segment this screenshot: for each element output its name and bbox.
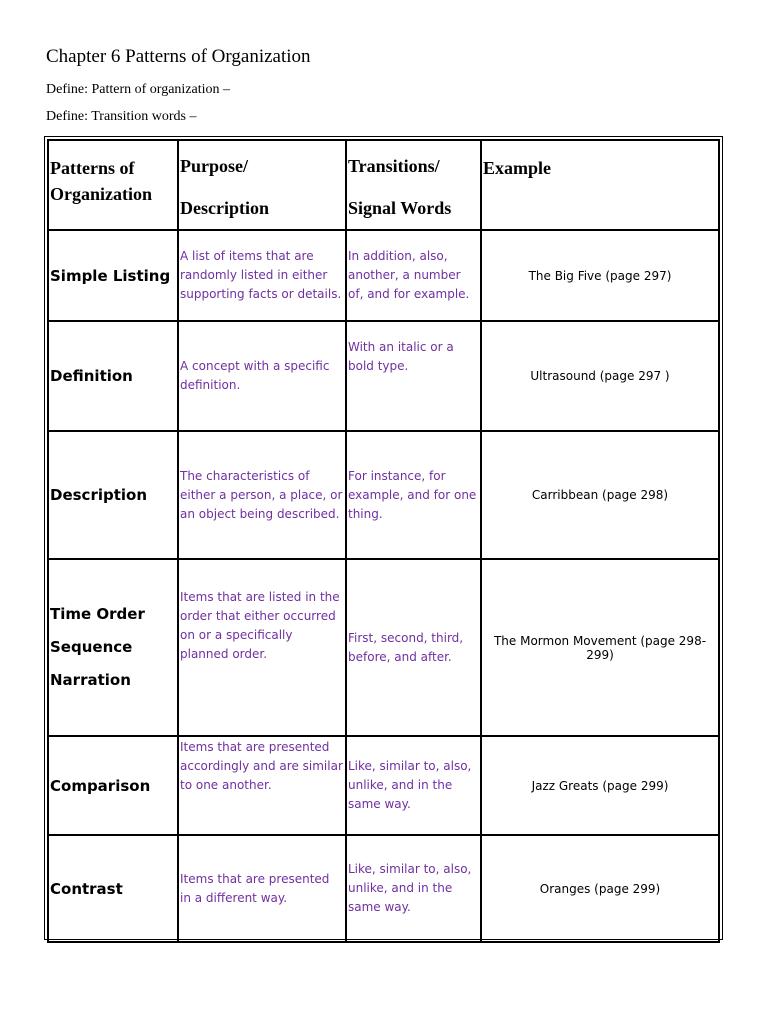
purpose-cell bbox=[178, 559, 346, 736]
pattern-cell bbox=[48, 559, 178, 736]
purpose-cell: The characteristics of either a person, a place, or an object being described. bbox=[178, 431, 346, 559]
transitions-cell: For instance, for example, and for one thing. bbox=[346, 431, 481, 559]
table-row bbox=[48, 736, 719, 835]
table-row bbox=[48, 559, 719, 736]
transitions-cell: Like, similar to, also, unlike, and in the same way. bbox=[346, 736, 481, 835]
purpose-cell: A concept with a specific definition. bbox=[178, 321, 346, 431]
pattern-line: Sequence bbox=[50, 638, 133, 656]
transitions-cell: With an italic or a bold type. bbox=[346, 321, 481, 431]
define-pattern-label: Define: Pattern of organization – bbox=[46, 82, 231, 97]
transitions-cell: Like, similar to, also, unlike, and in the same way. bbox=[346, 835, 481, 942]
example-cell: The Big Five (page 297) bbox=[481, 230, 719, 321]
table-row bbox=[48, 321, 719, 431]
patterns-table-frame bbox=[44, 136, 723, 940]
example-cell: Ultrasound (page 297 ) bbox=[481, 321, 719, 431]
pattern-cell: Comparison bbox=[48, 736, 178, 835]
purpose-cell: Items that are presented in a different way. bbox=[178, 835, 346, 942]
pattern-cell: Simple Listing bbox=[48, 230, 178, 321]
header-transitions bbox=[346, 140, 481, 230]
transitions-cell: First, second, third, before, and after. bbox=[346, 559, 481, 736]
table-header-row bbox=[48, 140, 719, 230]
pattern-cell: Contrast bbox=[48, 835, 178, 942]
header-example: Example bbox=[481, 140, 719, 230]
table-row bbox=[48, 230, 719, 321]
header-purpose-line1: Purpose/ bbox=[180, 156, 249, 176]
example-cell: Jazz Greats (page 299) bbox=[481, 736, 719, 835]
header-purpose-line2: Description bbox=[180, 198, 269, 218]
patterns-table bbox=[47, 139, 720, 943]
pattern-line: Time Order bbox=[50, 605, 145, 623]
example-cell: Carribbean (page 298) bbox=[481, 431, 719, 559]
table-row bbox=[48, 431, 719, 559]
header-transitions-line2: Signal Words bbox=[348, 198, 452, 218]
header-patterns bbox=[48, 140, 178, 230]
pattern-cell: Definition bbox=[48, 321, 178, 431]
header-transitions-line1: Transitions/ bbox=[348, 156, 440, 176]
purpose-cell: Items that are presented accordingly and are similar to one another. bbox=[178, 736, 346, 835]
table-row bbox=[48, 835, 719, 942]
pattern-cell: Description bbox=[48, 431, 178, 559]
example-cell: Oranges (page 299) bbox=[481, 835, 719, 942]
transitions-cell: In addition, also, another, a number of, and for example. bbox=[346, 230, 481, 321]
example-cell: The Mormon Movement (page 298-299) bbox=[481, 559, 719, 736]
page-title: Chapter 6 Patterns of Organization bbox=[46, 46, 311, 67]
header-patterns-line2: Organization bbox=[50, 184, 152, 204]
header-purpose bbox=[178, 140, 346, 230]
header-patterns-line1: Patterns of bbox=[50, 158, 135, 178]
purpose-text: Items that are listed in the order that either occurred on or a specifically planned order. bbox=[180, 589, 340, 661]
pattern-line: Narration bbox=[50, 671, 131, 689]
purpose-cell: A list of items that are randomly listed in either supporting facts or details. bbox=[178, 230, 346, 321]
define-transition-label: Define: Transition words – bbox=[46, 109, 197, 124]
